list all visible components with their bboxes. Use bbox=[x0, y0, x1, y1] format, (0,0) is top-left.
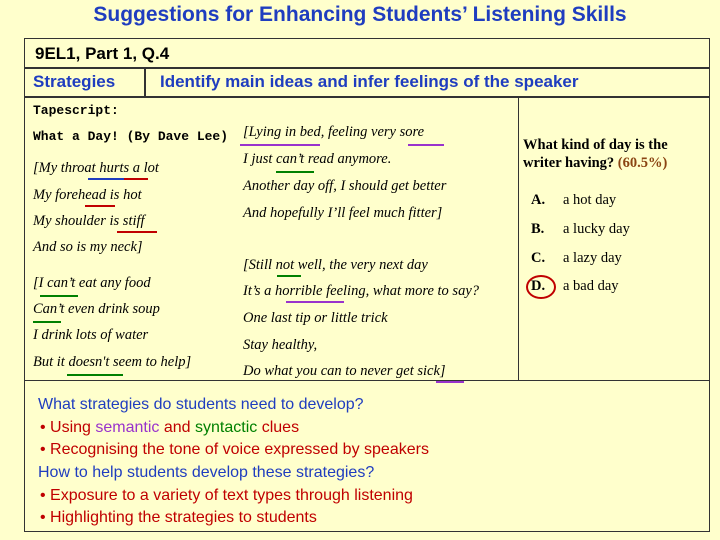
poem-line: [I can’t eat any food bbox=[33, 275, 151, 291]
strategies-text: Identify main ideas and infer feelings of the speaker bbox=[160, 72, 579, 91]
slide-title: Suggestions for Enhancing Students’ Listening Skills bbox=[93, 3, 627, 26]
red-underline bbox=[85, 205, 115, 207]
poem-line: I just can’t read anymore. bbox=[243, 151, 392, 167]
bullet-text: and bbox=[159, 419, 196, 436]
green-underline bbox=[277, 275, 301, 277]
option-letter: B. bbox=[531, 221, 545, 237]
blue-underline bbox=[88, 178, 124, 180]
poem-line: Do what you can to never get sick] bbox=[243, 363, 446, 379]
poem-line: Can’t even drink soup bbox=[33, 301, 160, 317]
divider bbox=[24, 380, 518, 381]
strategies-label: Strategies bbox=[33, 72, 116, 91]
help-bullet: • Highlighting the strategies to students bbox=[40, 509, 317, 526]
poem-line: One last tip or little trick bbox=[243, 310, 388, 326]
poem-line: Another day off, I should get better bbox=[243, 178, 447, 194]
strategy-question: What strategies do students need to develop? bbox=[38, 396, 364, 413]
poem-line: [Lying in bed, feeling very sore bbox=[243, 124, 425, 140]
option-letter: D. bbox=[531, 278, 546, 294]
strategy-bullet: • Recognising the tone of voice expressed by speakers bbox=[40, 441, 429, 458]
question-text bbox=[523, 136, 708, 172]
green-underline bbox=[276, 171, 314, 173]
option-text: a hot day bbox=[563, 192, 617, 208]
poem-line: And hopefully I’ll feel much fitter] bbox=[243, 205, 443, 221]
syntactic-word: syntactic bbox=[195, 419, 258, 436]
bullet-text: clues bbox=[257, 419, 300, 436]
poem-line: It’s a horrible feeling, what more to say? bbox=[243, 283, 480, 299]
green-underline bbox=[40, 295, 78, 297]
help-bullet: • Exposure to a variety of text types through listening bbox=[40, 487, 413, 504]
question-percentage: (60.5%) bbox=[617, 155, 668, 171]
option-text: a bad day bbox=[563, 278, 619, 294]
green-underline bbox=[67, 374, 123, 376]
poem-line: [My throat hurts a lot bbox=[33, 160, 159, 176]
option-text: a lucky day bbox=[563, 221, 630, 237]
divider bbox=[24, 67, 710, 69]
question-label: What kind of day is the writer having? bbox=[523, 137, 668, 171]
poem-line: But it doesn't seem to help] bbox=[33, 354, 192, 370]
purple-underline bbox=[436, 381, 464, 383]
tapescript-label: Tapescript: bbox=[33, 103, 119, 118]
strategy-bullet bbox=[40, 419, 299, 437]
tapescript-title: What a Day! (By Dave Lee) bbox=[33, 129, 229, 144]
red-underline bbox=[122, 178, 148, 180]
purple-underline bbox=[286, 301, 344, 303]
green-underline bbox=[33, 321, 61, 323]
red-underline bbox=[117, 231, 157, 233]
purple-underline bbox=[240, 144, 320, 146]
poem-line: And so is my neck] bbox=[33, 239, 143, 255]
poem-line: I drink lots of water bbox=[33, 327, 149, 343]
help-question: How to help students develop these strategies? bbox=[38, 464, 375, 481]
divider bbox=[144, 67, 146, 98]
semantic-word: semantic bbox=[95, 419, 160, 436]
bullet-text: • Using bbox=[40, 419, 96, 436]
poem-line: [Still not well, the very next day bbox=[243, 257, 428, 273]
purple-underline bbox=[408, 144, 444, 146]
option-text: a lazy day bbox=[563, 250, 622, 266]
poem-line: My shoulder is stiff bbox=[33, 213, 145, 229]
part-label: 9EL1, Part 1, Q.4 bbox=[35, 44, 170, 63]
poem-line: Stay healthy, bbox=[243, 337, 318, 353]
option-letter: C. bbox=[531, 250, 546, 266]
poem-line: My forehead is hot bbox=[33, 187, 142, 203]
option-letter: A. bbox=[531, 192, 546, 208]
